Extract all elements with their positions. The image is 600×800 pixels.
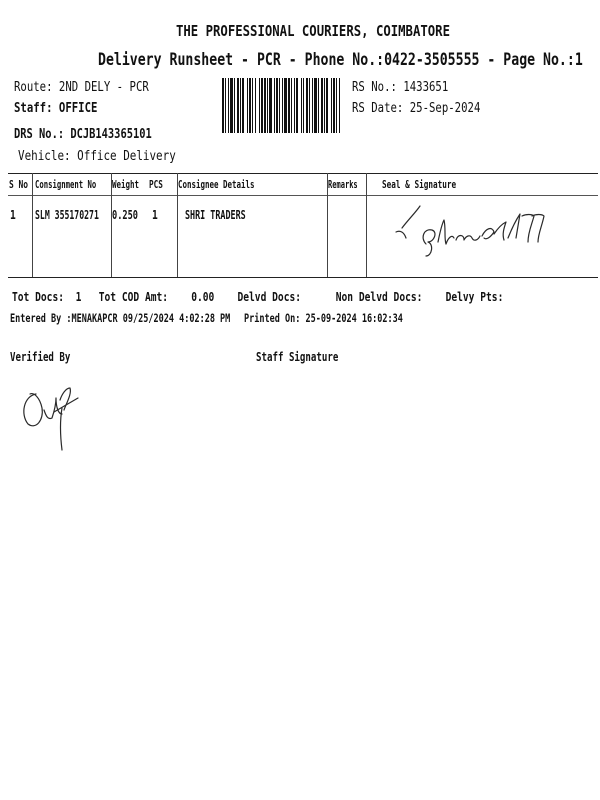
- header-sno: [9, 178, 36, 191]
- delvy-pts-label: Delvy Pts:: [445, 290, 504, 304]
- barcode-bar: [228, 78, 229, 133]
- barcode-bar: [326, 78, 328, 133]
- company-title-text: THE PROFESSIONAL COURIERS, COIMBATORE: [176, 22, 450, 40]
- barcode-bar: [230, 78, 233, 133]
- barcode-bar: [267, 78, 268, 133]
- barcode-bar: [237, 78, 239, 133]
- header-remarks-text: Remarks: [328, 178, 358, 191]
- barcode-bar: [312, 78, 313, 133]
- barcode-bar: [336, 78, 337, 133]
- tot-docs-value: 1: [75, 290, 82, 304]
- tot-docs-label: Tot Docs:: [12, 290, 65, 304]
- barcode-bar: [339, 78, 340, 133]
- barcode-bar: [288, 78, 290, 133]
- company-title: [176, 22, 510, 40]
- totals-row: [12, 290, 600, 304]
- barcode-bar: [222, 78, 224, 133]
- row-weight: [112, 208, 148, 222]
- barcode-bar: [331, 78, 332, 133]
- header-pcs-text: PCS: [149, 178, 163, 191]
- printed-on: [244, 311, 459, 325]
- barcode-bar: [264, 78, 266, 133]
- barcode-bar: [261, 78, 263, 133]
- header-weight: [112, 178, 152, 191]
- tot-cod-label: Tot COD Amt:: [98, 290, 169, 304]
- non-delvd-docs-label: Non Delvd Docs:: [335, 290, 423, 304]
- barcode-bar: [309, 78, 310, 133]
- barcode-bar: [225, 78, 226, 133]
- barcode-bar: [240, 78, 241, 133]
- barcode-bar: [274, 78, 275, 133]
- staff-label: [14, 101, 116, 116]
- drs-number: [14, 127, 186, 142]
- staff-signature-label: [256, 350, 364, 364]
- barcode-bar: [282, 78, 283, 133]
- row-consignment-text: SLM 355170271: [35, 208, 99, 222]
- staff-signature-text: Staff Signature: [256, 350, 339, 364]
- runsheet-subtitle-text: Delivery Runsheet - PCR - Phone No.:0422-3505555 - Page No.:1: [98, 50, 583, 69]
- barcode-bar: [279, 78, 280, 133]
- header-consignee: [178, 178, 291, 191]
- vehicle-label: [18, 149, 206, 164]
- header-pcs: [149, 178, 169, 191]
- receiver-signature-image: [386, 198, 546, 263]
- table-bottom-border: [8, 277, 598, 278]
- barcode-bar: [259, 78, 260, 133]
- table-top-border: [8, 173, 598, 174]
- header-weight-text: Weight: [112, 178, 140, 191]
- barcode-bar: [318, 78, 319, 133]
- staff-text: Staff: OFFICE: [14, 101, 98, 116]
- rs-date: [352, 101, 509, 116]
- barcode-bar: [321, 78, 323, 133]
- rs-number-text: RS No.: 1433651: [352, 80, 449, 95]
- barcode-bar: [294, 78, 295, 133]
- barcode-bar: [303, 78, 304, 133]
- barcode-bar: [333, 78, 335, 133]
- rs-number: [352, 80, 469, 95]
- row-weight-text: 0.250: [112, 208, 139, 222]
- header-remarks: [328, 178, 374, 191]
- barcode-bar: [301, 78, 302, 133]
- route-label: [14, 80, 178, 95]
- delvd-docs-label: Delvd Docs:: [237, 290, 302, 304]
- barcode-image: [222, 78, 340, 133]
- entered-by-text: Entered By :MENAKAPCR 09/25/2024 4:02:28 PM: [10, 311, 231, 325]
- row-consignee-text: SHRI TRADERS: [185, 208, 246, 222]
- barcode-bar: [276, 78, 278, 133]
- barcode-bar: [252, 78, 253, 133]
- barcode-bar: [249, 78, 251, 133]
- row-sno-text: 1: [10, 208, 16, 222]
- header-consignee-text: Consignee Details: [178, 178, 255, 191]
- vehicle-text: Vehicle: Office Delivery: [18, 149, 176, 164]
- header-consignment-text: Consignment No: [35, 178, 97, 191]
- tot-cod-value: 0.00: [191, 290, 215, 304]
- barcode-bar: [314, 78, 317, 133]
- runsheet-subtitle: [98, 50, 600, 69]
- row-sno: [10, 208, 17, 222]
- barcode-bar: [269, 78, 272, 133]
- table-header-border: [8, 195, 598, 196]
- barcode-bar: [284, 78, 287, 133]
- barcode-bar: [324, 78, 325, 133]
- barcode-bar: [234, 78, 235, 133]
- row-consignee: [185, 208, 272, 222]
- header-seal-text: Seal & Signature: [382, 178, 457, 191]
- runsheet-table: [8, 173, 598, 277]
- header-seal: [382, 178, 488, 191]
- route-text: Route: 2ND DELY - PCR: [14, 80, 149, 95]
- row-pcs-text: 1: [152, 208, 158, 222]
- row-pcs: [152, 208, 159, 222]
- barcode-bar: [247, 78, 248, 133]
- printed-on-text: Printed On: 25-09-2024 16:02:34: [244, 311, 403, 325]
- header-sno-text: S No: [9, 178, 29, 191]
- barcode-bar: [291, 78, 292, 133]
- verified-by-text: Verified By: [10, 350, 71, 364]
- barcode-bar: [296, 78, 298, 133]
- barcode-bar: [242, 78, 244, 133]
- barcode-bar: [255, 78, 256, 133]
- drs-text: DRS No.: DCJB143365101: [14, 127, 152, 142]
- verified-by-label: [10, 350, 89, 364]
- rs-date-text: RS Date: 25-Sep-2024: [352, 101, 481, 116]
- barcode-bar: [306, 78, 308, 133]
- verifier-signature-image: [16, 380, 86, 452]
